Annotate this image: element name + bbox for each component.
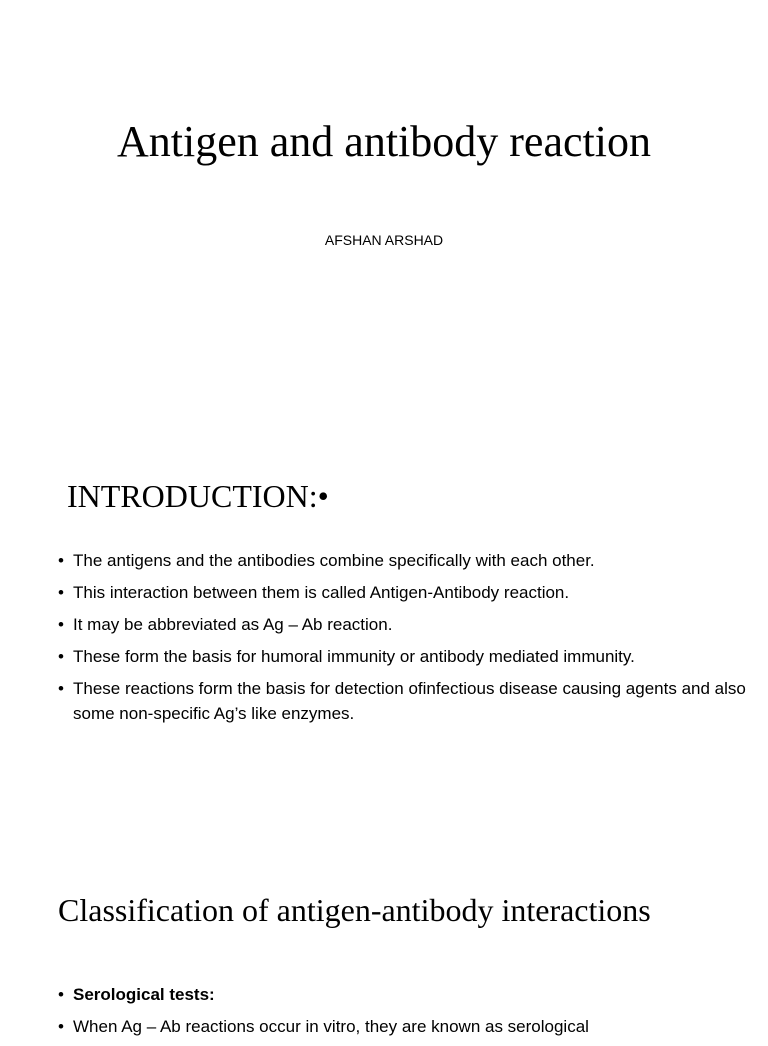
bullet-dot: • — [58, 647, 64, 666]
classification-bullet-list — [58, 982, 748, 1046]
introduction-slide — [0, 432, 768, 864]
bullet-text: The antigens and the antibodies combine specifically with each other. — [73, 551, 595, 570]
list-item — [58, 580, 748, 605]
classification-heading: Classification of antigen-antibody interactions — [58, 892, 651, 928]
list-item — [58, 644, 748, 669]
classification-slide — [0, 864, 768, 1036]
list-item — [58, 612, 748, 637]
bullet-text: Serological tests: — [73, 985, 215, 1004]
bullet-text: This interaction between them is called Antigen-Antibody reaction. — [73, 583, 570, 602]
introduction-bullet-list — [58, 548, 748, 733]
list-item — [58, 676, 748, 726]
bullet-text: When Ag – Ab reactions occur in vitro, they are known as serological — [73, 1017, 589, 1036]
bullet-dot: • — [58, 1017, 64, 1036]
bullet-dot: • — [58, 583, 64, 602]
presentation-title: Antigen and antibody reaction — [117, 117, 651, 166]
introduction-heading: INTRODUCTION:• — [67, 478, 329, 514]
bullet-dot: • — [58, 985, 64, 1004]
bullet-text: These reactions form the basis for detection ofinfectious disease causing agents and also some non-specific Ag’s like enzymes. — [73, 679, 746, 723]
title-slide — [0, 0, 768, 432]
list-item — [58, 982, 748, 1008]
list-item — [58, 1014, 748, 1040]
bullet-dot: • — [58, 615, 64, 634]
list-item — [58, 548, 748, 573]
bullet-text: It may be abbreviated as Ag – Ab reaction. — [73, 615, 393, 634]
author-name: AFSHAN ARSHAD — [324, 232, 444, 248]
bullet-dot: • — [58, 551, 64, 570]
bullet-text: These form the basis for humoral immunity or antibody mediated immunity. — [73, 647, 635, 666]
bullet-dot: • — [58, 679, 64, 698]
